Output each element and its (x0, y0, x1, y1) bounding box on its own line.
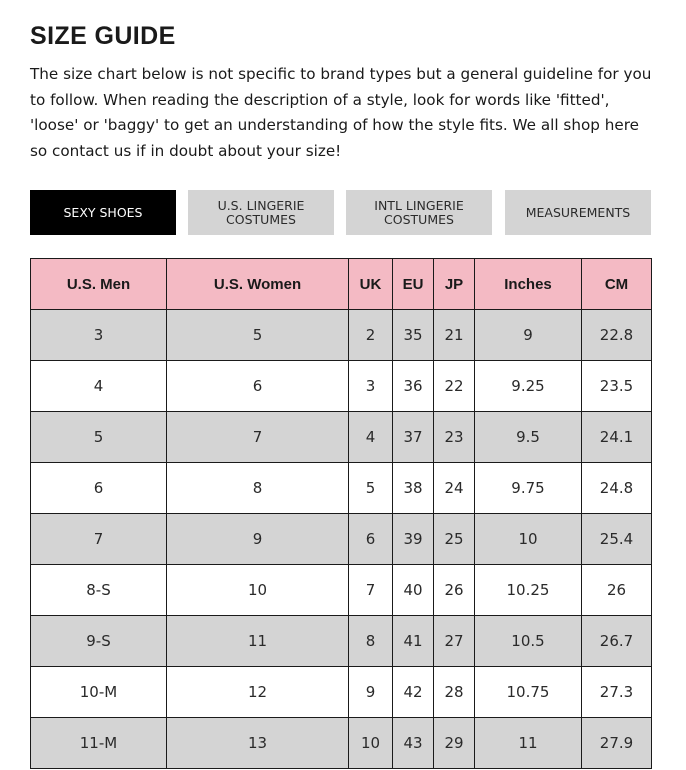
table-cell: 29 (434, 718, 475, 769)
column-header: EU (393, 259, 434, 310)
table-cell: 27.9 (582, 718, 652, 769)
table-cell: 4 (349, 412, 393, 463)
column-header: CM (582, 259, 652, 310)
table-header-row (31, 259, 652, 310)
table-cell: 6 (349, 514, 393, 565)
column-header: UK (349, 259, 393, 310)
size-tabs (30, 190, 651, 235)
table-row (31, 514, 652, 565)
table-cell: 8 (167, 463, 349, 514)
table-body (31, 310, 652, 769)
table-row (31, 718, 652, 769)
table-cell: 9 (349, 667, 393, 718)
table-cell: 26 (582, 565, 652, 616)
table-cell: 11 (475, 718, 582, 769)
tab-measurements[interactable] (505, 190, 651, 235)
column-header: U.S. Men (31, 259, 167, 310)
table-cell: 10 (349, 718, 393, 769)
table-cell: 24 (434, 463, 475, 514)
table-cell: 3 (349, 361, 393, 412)
table-cell: 12 (167, 667, 349, 718)
table-row (31, 565, 652, 616)
table-cell: 8-S (31, 565, 167, 616)
table-cell: 36 (393, 361, 434, 412)
table-cell: 4 (31, 361, 167, 412)
tab-label: SEXY SHOES (63, 204, 143, 220)
tab-label: MEASUREMENTS (525, 204, 631, 220)
table-cell: 2 (349, 310, 393, 361)
table-cell: 10-M (31, 667, 167, 718)
table-cell: 11-M (31, 718, 167, 769)
column-header: U.S. Women (167, 259, 349, 310)
table-cell: 10 (475, 514, 582, 565)
table-cell: 21 (434, 310, 475, 361)
table-cell: 23.5 (582, 361, 652, 412)
table-cell: 9.5 (475, 412, 582, 463)
column-header: JP (434, 259, 475, 310)
table-cell: 6 (167, 361, 349, 412)
table-cell: 10.75 (475, 667, 582, 718)
table-row (31, 616, 652, 667)
intro-paragraph: The size chart below is not specific to brand types but a general guideline for you to follow. When reading the description of a style, look for words like 'fitted', 'loose' or 'baggy' to get an understanding of how the style fits. We all shop here so contact us if in doubt about your size! (30, 65, 652, 160)
table-cell: 25 (434, 514, 475, 565)
table-row (31, 310, 652, 361)
tab-intl-lingerie-costumes[interactable] (346, 190, 492, 235)
table-cell: 41 (393, 616, 434, 667)
table-cell: 9.25 (475, 361, 582, 412)
table-row (31, 463, 652, 514)
table-cell: 3 (31, 310, 167, 361)
table-cell: 5 (349, 463, 393, 514)
table-cell: 25.4 (582, 514, 652, 565)
table-cell: 10 (167, 565, 349, 616)
table-cell: 35 (393, 310, 434, 361)
table-cell: 5 (167, 310, 349, 361)
table-cell: 39 (393, 514, 434, 565)
table-cell: 37 (393, 412, 434, 463)
table-cell: 26.7 (582, 616, 652, 667)
tab-label: U.S. LINGERIE COSTUMES (217, 197, 305, 227)
table-row (31, 361, 652, 412)
table-row (31, 667, 652, 718)
table-cell: 10.5 (475, 616, 582, 667)
table-cell: 8 (349, 616, 393, 667)
page-title: SIZE GUIDE (30, 22, 176, 50)
table-cell: 10.25 (475, 565, 582, 616)
table-cell: 22.8 (582, 310, 652, 361)
tab-sexy-shoes[interactable] (30, 190, 176, 235)
size-table (30, 258, 652, 769)
table-cell: 6 (31, 463, 167, 514)
table-cell: 27 (434, 616, 475, 667)
table-cell: 9.75 (475, 463, 582, 514)
table-cell: 22 (434, 361, 475, 412)
tab-label: INTL LINGERIE COSTUMES (374, 197, 464, 227)
table-cell: 5 (31, 412, 167, 463)
table-cell: 38 (393, 463, 434, 514)
table-cell: 43 (393, 718, 434, 769)
table-cell: 11 (167, 616, 349, 667)
table-cell: 27.3 (582, 667, 652, 718)
table-cell: 7 (31, 514, 167, 565)
table-cell: 26 (434, 565, 475, 616)
table-cell: 23 (434, 412, 475, 463)
table-cell: 42 (393, 667, 434, 718)
column-header: Inches (475, 259, 582, 310)
table-cell: 9 (475, 310, 582, 361)
table-row (31, 412, 652, 463)
table-cell: 9-S (31, 616, 167, 667)
table-cell: 13 (167, 718, 349, 769)
table-cell: 7 (167, 412, 349, 463)
table-cell: 28 (434, 667, 475, 718)
table-cell: 9 (167, 514, 349, 565)
table-cell: 40 (393, 565, 434, 616)
table-cell: 7 (349, 565, 393, 616)
tab-us-lingerie-costumes[interactable] (188, 190, 334, 235)
table-cell: 24.8 (582, 463, 652, 514)
table-cell: 24.1 (582, 412, 652, 463)
